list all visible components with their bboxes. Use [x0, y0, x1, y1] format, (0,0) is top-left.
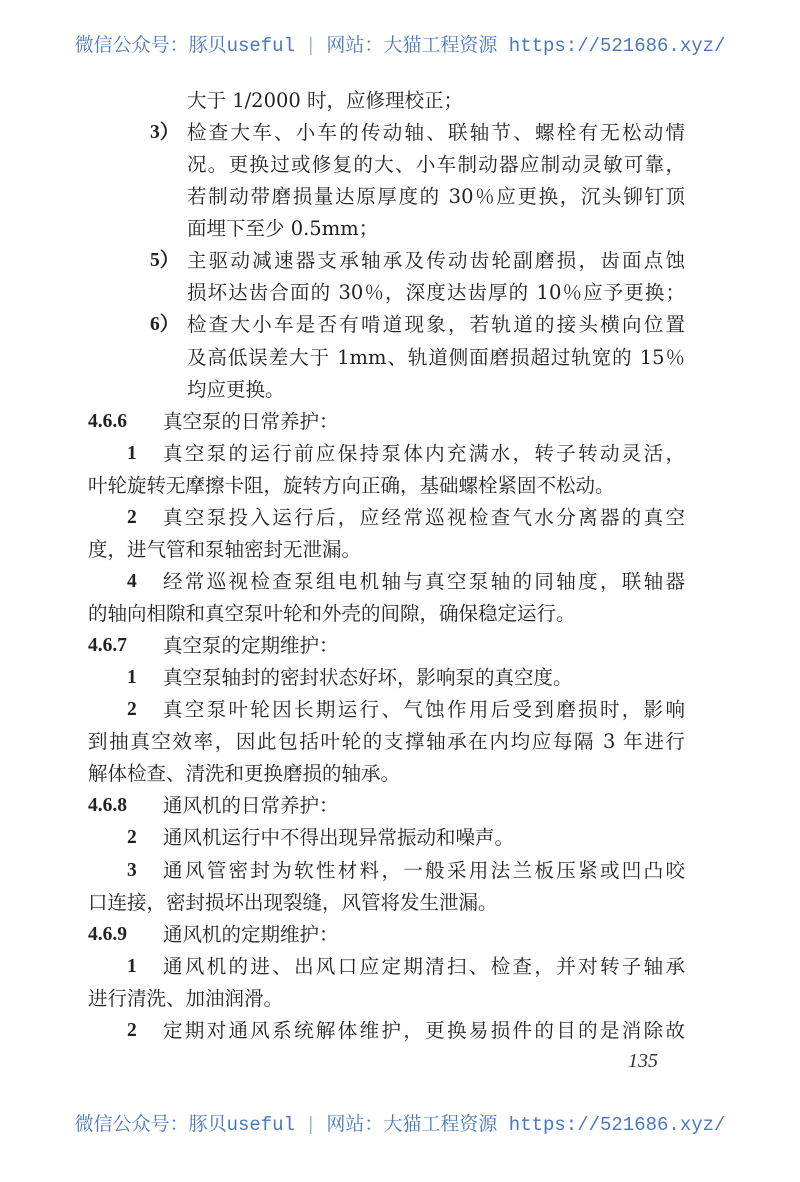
line-text: 的轴向相隙和真空泵叶轮和外壳的间隙，确保稳定运行。	[88, 602, 576, 625]
text-line	[0, 566, 800, 598]
watermark-website: 网站：大猫工程资源 https://521686.xyz/	[326, 1114, 726, 1136]
line-text: 真空泵的运行前应保持泵体内充满水，转子转动灵活，	[163, 441, 685, 465]
line-text: 主驱动减速器支承轴承及传动齿轮副磨损，齿面点蚀	[187, 249, 685, 273]
text-line	[0, 181, 800, 213]
text-line	[0, 245, 800, 277]
text-line	[0, 951, 800, 983]
watermark-separator: |	[304, 35, 317, 57]
document-body	[0, 85, 800, 1047]
line-text: 均应更换。	[187, 377, 285, 401]
text-line	[0, 694, 800, 726]
watermark-wechat: 微信公众号：豚贝useful	[74, 1114, 295, 1136]
text-line	[0, 213, 800, 245]
text-line	[0, 758, 800, 790]
watermark-footer	[0, 1109, 800, 1136]
text-line	[0, 374, 800, 406]
text-line	[0, 726, 800, 758]
item-number: 6）	[150, 314, 180, 336]
text-line	[0, 662, 800, 694]
item-number: 3	[127, 859, 137, 881]
watermark-website: 网站：大猫工程资源 https://521686.xyz/	[326, 35, 726, 57]
section-number: 4.6.6	[88, 410, 127, 432]
text-line	[0, 149, 800, 181]
item-number: 2	[127, 827, 137, 849]
text-line	[0, 983, 800, 1015]
text-line	[0, 1015, 800, 1047]
section-title: 真空泵的定期维护：	[163, 634, 339, 658]
text-line	[0, 887, 800, 919]
line-text: 若制动带磨损量达原厚度的 30％应更换，沉头铆钉顶	[187, 185, 685, 209]
watermark-separator: |	[304, 1114, 317, 1136]
line-text: 大于 1/2000 时，应修理校正；	[187, 89, 463, 112]
line-text: 口连接，密封损坏出现裂缝，风管将发生泄漏。	[88, 890, 498, 914]
text-line	[0, 534, 800, 566]
text-line	[0, 822, 800, 854]
line-text: 通风机的进、出风口应定期清扫、检查，并对转子轴承	[163, 954, 685, 978]
item-number: 1	[127, 955, 137, 977]
item-number: 2	[127, 699, 137, 721]
text-line	[0, 277, 800, 309]
text-line	[0, 855, 800, 887]
item-number: 4	[127, 570, 137, 592]
page-number: 135	[628, 1050, 658, 1072]
line-text: 定期对通风系统解体维护，更换易损件的目的是消除故	[163, 1018, 685, 1042]
line-text: 检查大小车是否有啃道现象，若轨道的接头横向位置	[187, 313, 685, 337]
section-title: 真空泵的日常养护：	[163, 409, 339, 433]
text-line	[0, 85, 800, 117]
line-text: 面埋下至少 0.5mm；	[187, 217, 379, 241]
section-heading-line	[0, 630, 800, 662]
section-number: 4.6.9	[88, 923, 127, 945]
line-text: 叶轮旋转无摩擦卡阻，旋转方向正确，基础螺栓紧固不松动。	[88, 473, 615, 497]
line-text: 经常巡视检查泵组电机轴与真空泵轴的同轴度，联轴器	[163, 569, 685, 593]
text-line	[0, 470, 800, 502]
line-text: 及高低误差大于 1mm、轨道侧面磨损超过轨宽的 15％	[187, 345, 685, 369]
text-line	[0, 502, 800, 534]
line-text: 真空泵投入运行后，应经常巡视检查气水分离器的真空	[163, 505, 685, 529]
section-title: 通风机的定期维护：	[163, 922, 339, 946]
watermark-wechat: 微信公众号：豚贝useful	[74, 35, 295, 57]
section-title: 通风机的日常养护：	[163, 794, 339, 818]
item-number: 1	[127, 667, 137, 689]
text-line	[0, 117, 800, 149]
line-text: 真空泵轴封的密封状态好坏，影响泵的真空度。	[163, 666, 573, 690]
section-heading-line	[0, 790, 800, 822]
item-number: 3）	[150, 122, 180, 144]
section-number: 4.6.8	[88, 795, 127, 817]
item-number: 2	[127, 1019, 137, 1041]
line-text: 度，进气管和泵轴密封无泄漏。	[88, 537, 362, 561]
watermark-header	[0, 30, 800, 57]
line-text: 损坏达齿合面的 30％，深度达齿厚的 10％应予更换；	[187, 281, 685, 305]
text-line	[0, 309, 800, 341]
section-heading-line	[0, 406, 800, 438]
line-text: 况。更换过或修复的大、小车制动器应制动灵敏可靠，	[187, 153, 685, 177]
item-number: 5）	[150, 250, 180, 272]
item-number: 1	[127, 442, 137, 464]
line-text: 到抽真空效率，因此包括叶轮的支撑轴承在内均应每隔 3 年进行	[88, 730, 685, 754]
line-text: 解体检查、清洗和更换磨损的轴承。	[88, 762, 401, 786]
line-text: 通风机运行中不得出现异常振动和噪声。	[163, 826, 515, 850]
section-number: 4.6.7	[88, 635, 127, 657]
line-text: 进行清洗、加油润滑。	[88, 986, 284, 1010]
item-number: 2	[127, 506, 137, 528]
text-line	[0, 598, 800, 630]
text-line	[0, 342, 800, 374]
text-line	[0, 438, 800, 470]
line-text: 真空泵叶轮因长期运行、气蚀作用后受到磨损时，影响	[163, 698, 685, 722]
line-text: 检查大车、小车的传动轴、联轴节、螺栓有无松动情	[187, 121, 685, 145]
section-heading-line	[0, 919, 800, 951]
line-text: 通风管密封为软性材料，一般采用法兰板压紧或凹凸咬	[163, 858, 685, 882]
